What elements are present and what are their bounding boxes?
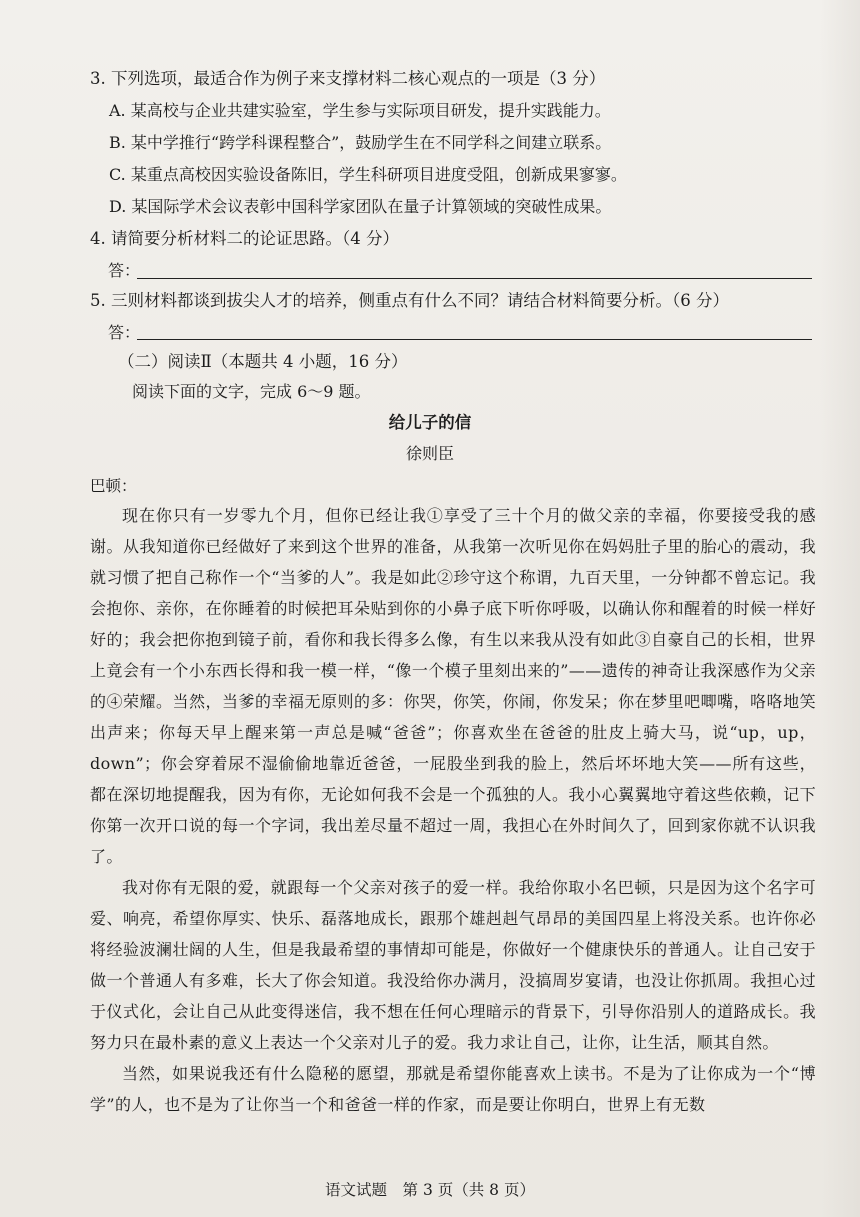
article-paragraph: 我对你有无限的爱，就跟每一个父亲对孩子的爱一样。我给你取小名巴顿，只是因为这个名字可爱、响亮，希望你厚实、快乐、磊落地成长，跟那个雄赳赳气昂昂的美国四星上将没关系。也许你必将经验波澜壮阔的人生，但是我最希望的事情却可能是，你做好一个健康快乐的普通人。让自己安于做一个普通人有多难，长大了你会知道。我没给你办满月，没搞周岁宴请，也没让你抓周。我担心过于仪式化，会让自己从此变得迷信，我不想在任何心理暗示的背景下，引导你沿别人的道路成长。我努力只在最朴素的意义上表达一个父亲对儿子的爱。我力求让自己，让你，让生活，顺其自然。: [90, 878, 816, 1052]
question-5-answer-line: [137, 339, 812, 340]
article-paragraph: 现在你只有一岁零九个月，但你已经让我①享受了三十个月的做父亲的幸福，你要接受我的感谢。从我知道你已经做好了来到这个世界的准备，从我第一次听见你在妈妈肚子里的胎心的震动，我就习惯了把自己称作一个“当爹的人”。我是如此②珍守这个称谓，九百天里，一分钟都不曾忘记。我会抱你、亲你，在你睡着的时候把耳朵贴到你的小鼻子底下听你呼吸，以确认你和醒着的时候一样好好的；我会把你抱到镜子前，看你和我长得多么像，有生以来我从没有如此③自豪自己的长相，世界上竟会有一个小东西长得和我一模一样，“像一个模子里刻出来的”——遗传的神奇让我深感作为父亲的④荣耀。当然，当爹的幸福无原则的多：你哭，你笑，你闹，你发呆；你在梦里吧唧嘴，咯咯地笑出声来；你每天早上醒来第一声总是喊“爸爸”；你喜欢坐在爸爸的肚皮上骑大马，说“up，up，down”；你会穿着尿不湿偷偷地靠近爸爸，一屁股坐到我的脸上，然后坏坏地大笑——所有这些，都在深切地提醒我，因为有你，无论如何我不会是一个孤独的人。我小心翼翼地守着这些依赖，记下你第一次开口说的每一个字词，我出差尽量不超过一周，我担心在外时间久了，回到家你就不认识我了。: [90, 506, 816, 866]
question-5-answer-label: 答：: [108, 323, 141, 342]
article-salutation: 巴顿：: [90, 477, 137, 495]
article-paragraph: 当然，如果说我还有什么隐秘的愿望，那就是希望你能喜欢上读书。不是为了让你成为一个“博学”的人，也不是为了让你当一个和爸爸一样的作家，而是要让你明白，世界上有无数: [90, 1064, 816, 1114]
section-instruction: 阅读下面的文字，完成 6～9 题。: [132, 382, 371, 401]
page-footer: 语文试题 第 3 页（共 8 页）: [325, 1181, 535, 1199]
scan-shadow: [820, 0, 860, 1217]
question-3-stem: 3. 下列选项，最适合作为例子来支撑材料二核心观点的一项是（3 分）: [90, 69, 606, 88]
question-3-option-c: C. 某重点高校因实验设备陈旧，学生科研项目进度受阻，创新成果寥寥。: [109, 165, 627, 184]
question-4-stem: 4. 请简要分析材料二的论证思路。（4 分）: [90, 229, 399, 248]
question-4-answer-line: [137, 278, 812, 279]
question-5-stem: 5. 三则材料都谈到拔尖人才的培养，侧重点有什么不同？请结合材料简要分析。（6 分）: [90, 291, 729, 310]
question-3-option-b: B. 某中学推行“跨学科课程整合”，鼓励学生在不同学科之间建立联系。: [109, 133, 612, 152]
question-3-option-a: A. 某高校与企业共建实验室，学生参与实际项目研发，提升实践能力。: [109, 101, 611, 120]
article-body: [90, 500, 816, 1120]
article-author: 徐则臣: [405, 444, 454, 463]
question-3-option-d: D. 某国际学术会议表彰中国科学家团队在量子计算领域的突破性成果。: [109, 197, 612, 216]
question-4-answer-label: 答：: [108, 261, 141, 280]
article-title: 给儿子的信: [388, 413, 472, 432]
section-heading: （二）阅读Ⅱ（本题共 4 小题，16 分）: [118, 352, 408, 371]
